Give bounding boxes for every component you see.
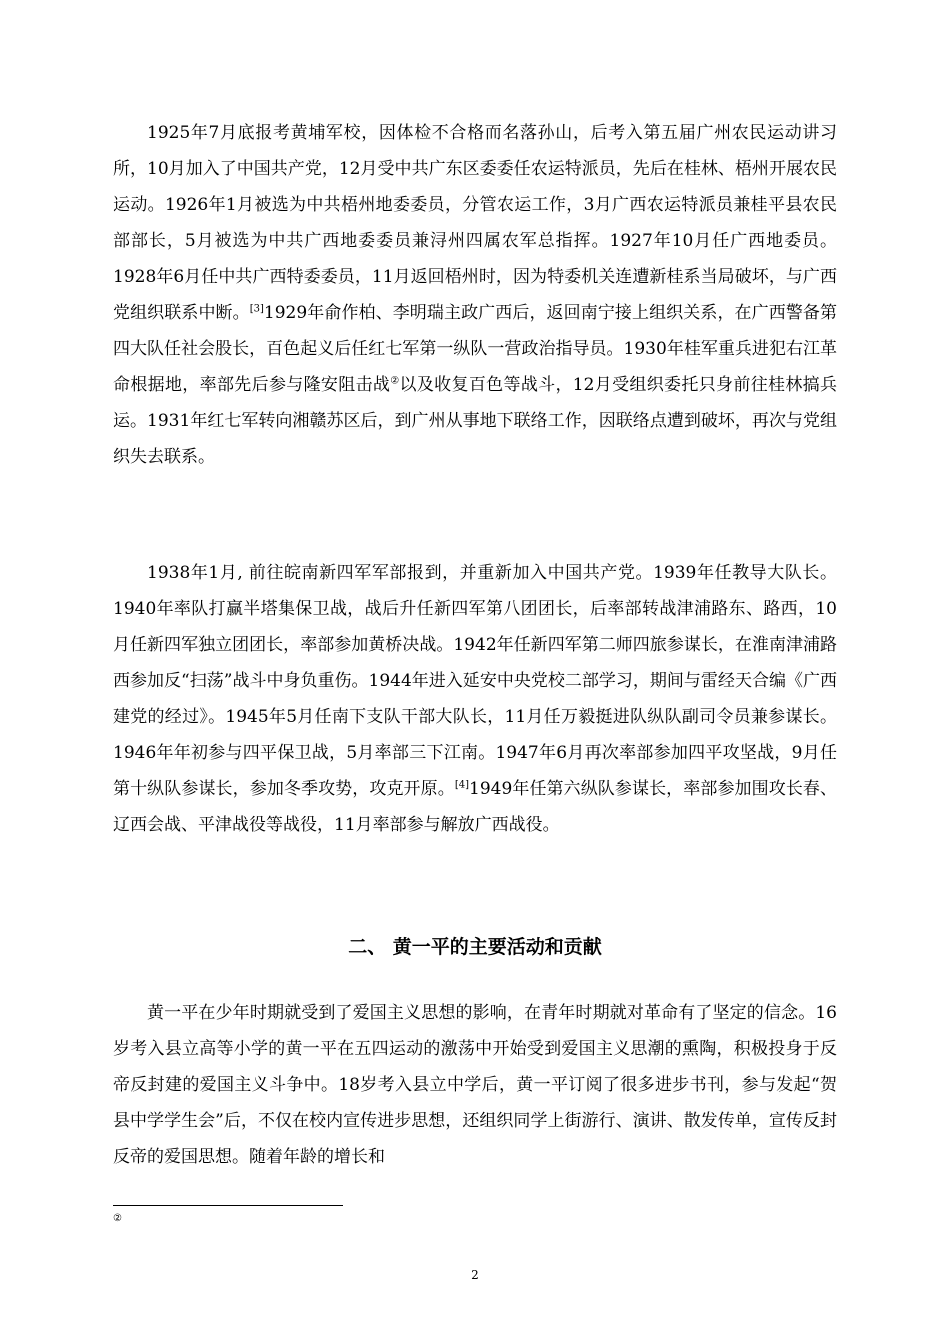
- page-number: 2: [471, 1268, 479, 1282]
- section-heading: 二、 黄一平的主要活动和贡献: [348, 936, 602, 958]
- footnote-marker[interactable]: ②: [390, 375, 400, 387]
- reference-marker[interactable]: [3]: [249, 303, 264, 315]
- paragraph-text: 1925年7月底报考黄埔军校，因体检不合格而名落孙山，后考入第五届广州农民运动讲习所，10月加入了中国共产党，12月受中共广东区委委任农运特派员，先后在桂林、梧州开展农民运动。1926年1月被选为中共梧州地委委员，分管农运工作，3月广西农运特派员兼桂平县农民部部长，5月被选为中共广西地委委员兼浔州四属农军总指挥。1927年10月任广西地委员。1928年6月任中共广西特委委员，11月返回梧州时，因为特委机关连遭新桂系当局破坏，与广西党组织联系中断。: [113, 123, 837, 323]
- reference-marker[interactable]: [4]: [454, 779, 469, 791]
- footnote: ②: [113, 1213, 122, 1224]
- paragraph-text: 1929年俞作柏、李明瑞主政广西后，返回南宁接上组织关系，在广西警备第四大队任社会股长，百色起义后任红七军第一纵队一营政治指导员。1930年桂军重兵进犯右江革命根据地，率部先后参与隆安阻击战: [113, 303, 838, 395]
- footnote-separator: [113, 1205, 343, 1206]
- paragraph-text: 1949年任第六纵队参谋长，率部参加围攻长春、辽西会战、平津战役等战役，11月率部参与解放广西战役。: [113, 779, 837, 835]
- paragraph-text: 黄一平在少年时期就受到了爱国主义思想的影响，在青年时期就对革命有了坚定的信念。16岁考入县立高等小学的黄一平在五四运动的激荡中开始受到爱国主义思潮的熏陶，积极投身于反帝反封建的爱国主义斗争中。18岁考入县立中学后，黄一平订阅了很多进步书刊，参与发起“贺县中学学生会”后，不仅在校内宣传进步思想，还组织同学上街游行、演讲、散发传单，宣传反封反帝的爱国思想。随着年龄的增长和: [113, 1003, 837, 1167]
- paragraph-new-fourth-army: [113, 555, 837, 843]
- paragraph-patriotism: [113, 995, 837, 1175]
- paragraph-text: 以及收复百色等战斗，12月受组织委托只身前往桂林搞兵运。1931年红七军转向湘赣苏区后，到广州从事地下联络工作，因联络点遭到破坏，再次与党组织失去联系。: [113, 375, 838, 467]
- paragraph-early-career: [113, 115, 837, 475]
- paragraph-text: 1938年1月, 前往皖南新四军军部报到，并重新加入中国共产党。1939年任教导大队长。1940年率队打赢半塔集保卫战，战后升任新四军第八团团长，后率部转战津浦路东、路西，10月任新四军独立团团长，率部参加黄桥决战。1942年任新四军第二师四旅参谋长，在淮南津浦路西参加反“扫荡”战斗中身负重伤。1944年进入延安中央党校二部学习，期间与雷经天合编《广西建党的经过》。1945年5月任南下支队干部大队长，11月任万毅挺进队纵队副司令员兼参谋长。1946年年初参与四平保卫战，5月率部三下江南。1947年6月再次率部参加四平攻坚战，9月任第十纵队参谋长，参加冬季攻势，攻克开原。: [113, 563, 837, 799]
